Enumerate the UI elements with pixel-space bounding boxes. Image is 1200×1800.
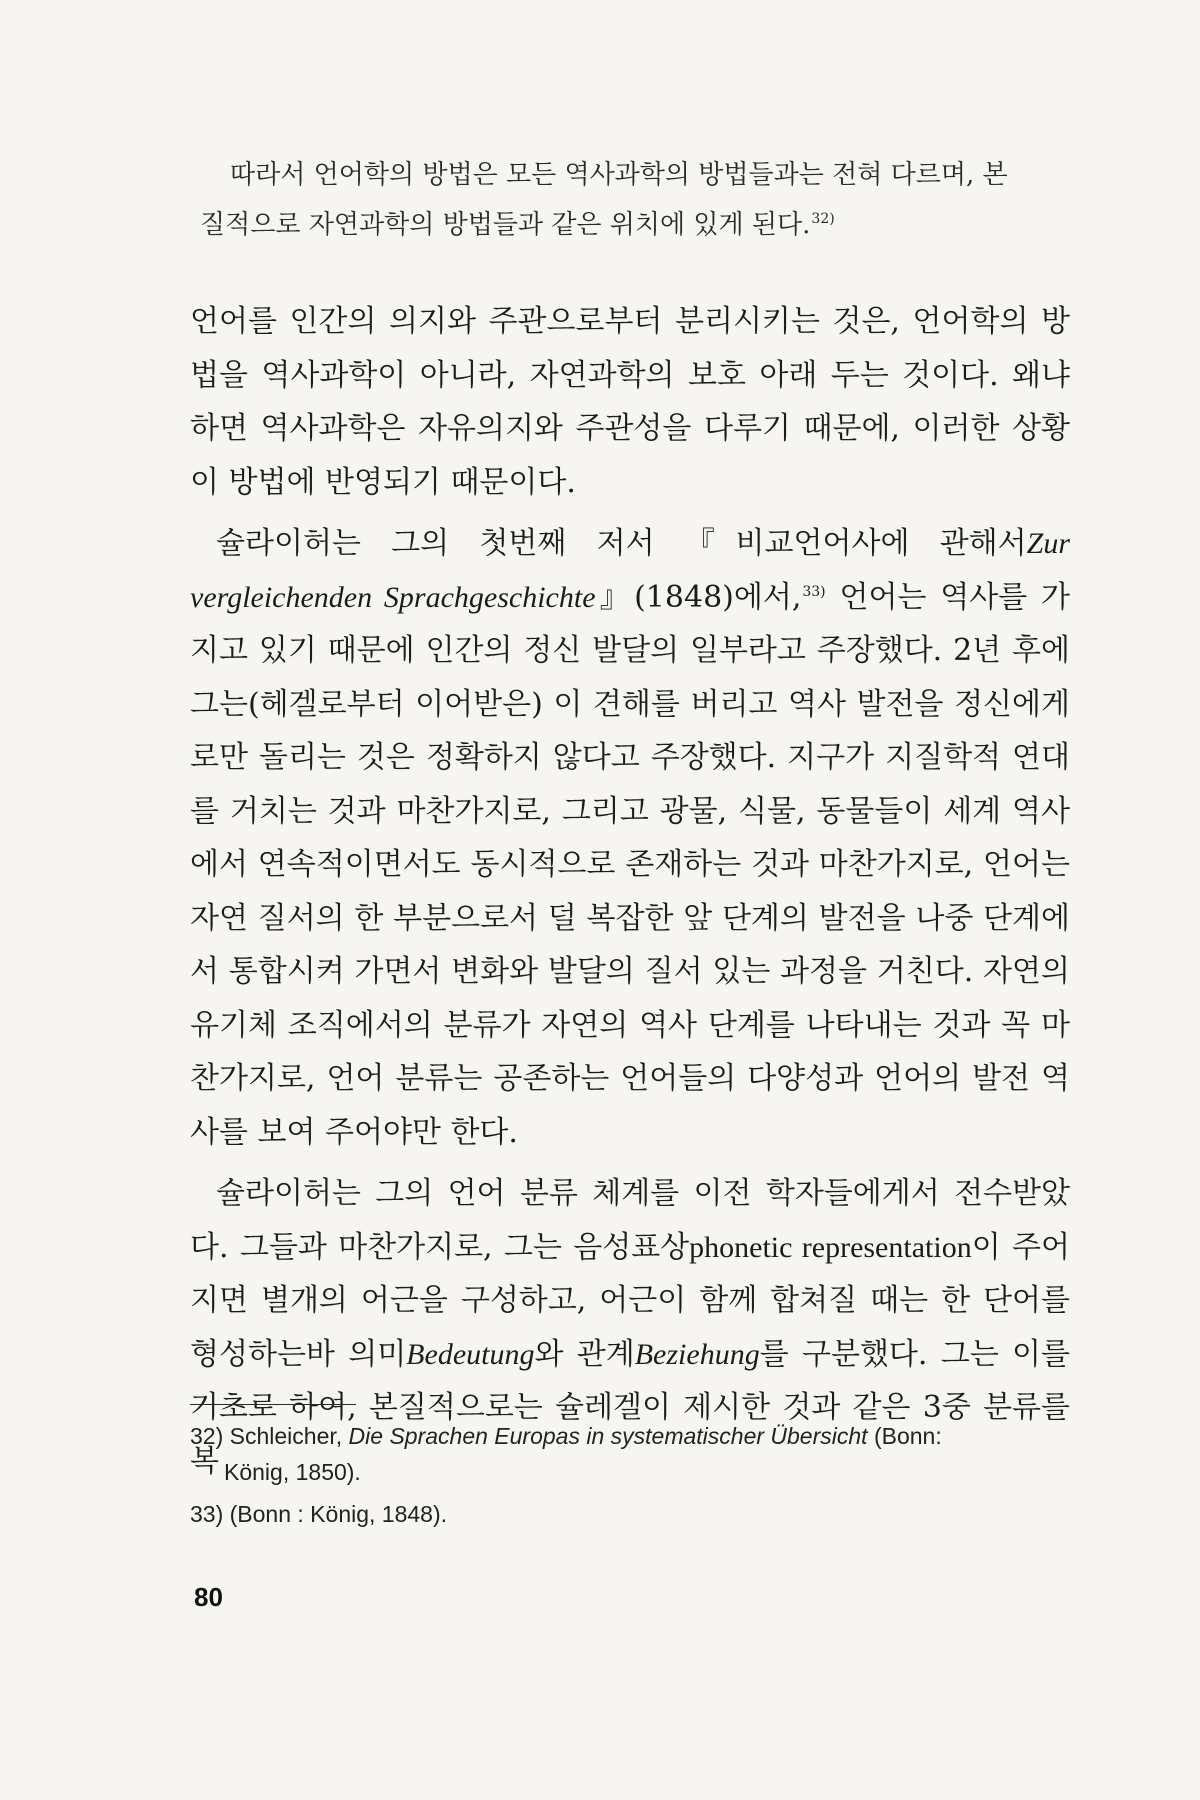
paragraph-2-part-b: 』(1848)에서, xyxy=(595,579,802,615)
footnote-32-author: Schleicher, xyxy=(229,1423,343,1449)
quote-text xyxy=(200,150,1060,250)
quote-line-1: 따라서 언어학의 방법은 모든 역사과학의 방법들과는 전혀 다르며, 본 xyxy=(230,160,1008,190)
term-beziehung: Beziehung xyxy=(634,1337,760,1371)
term-bedeutung: Bedeutung xyxy=(406,1337,535,1371)
footnote-ref-32[interactable]: 32) xyxy=(811,211,835,228)
footnote-divider xyxy=(190,1404,356,1405)
term-phonetic-representation: phonetic representation xyxy=(689,1230,972,1264)
footnote-33-number: 33) xyxy=(190,1501,224,1527)
paragraph-2-part-a: 슐라이허는 그의 첫번째 저서 『비교언어사에 관해서 xyxy=(216,526,1027,561)
paragraph-2-part-c: 언어는 역사를 가지고 있기 때문에 인간의 정신 발달의 일부라고 주장했다. 2년 후에 그는(헤겔로부터 이어받은) 이 견해를 버리고 역사 발전을 정신에게로만 돌리는 것은 정확하지 않다고 주장했다. 지구가 지질학적 연대를 거치는 것과 마찬가지로, 그리고 광물, 식물, 동물들이 세계 역사에서 연속적이면서도 동시적으로 존재하는 것과 마찬가지로, 언어는 자연 질서의 한 부분으로서 덜 복잡한 앞 단계의 발전을 나중 단계에서 통합시켜 가면서 변화와 발달의 질서 있는 과정을 거친다. 자연의 유기체 조직에서의 분류가 자연의 역사 단계를 나타내는 것과 꼭 마찬가지로, 언어 분류는 공존하는 언어들의 다양성과 언어의 발전 역사를 보여 주어야만 한다. xyxy=(190,579,1070,1150)
footnote-32-title: Die Sprachen Europas in systematischer Übersicht xyxy=(348,1423,868,1449)
book-title-latin: Zur vergleichenden Sprachgeschichte xyxy=(190,527,1070,614)
body-text xyxy=(190,295,1070,1496)
footnotes xyxy=(190,1418,1070,1532)
footnote-ref-33[interactable]: 33) xyxy=(802,583,826,600)
paragraph-3-part-c: 와 관계 xyxy=(534,1336,635,1372)
paragraph-3-part-a: 슐라이허는 그의 언어 분류 체계를 이전 학자들에게서 전수받았다. 그들과 마찬가지로, 그는 음성표상 xyxy=(190,1176,1070,1265)
paragraph-1: 언어를 인간의 의지와 주관으로부터 분리시키는 것은, 언어학의 방법을 역사과학이 아니라, 자연과학의 보호 아래 두는 것이다. 왜냐 하면 역사과학은 자유의지와 주관성을 다루기 때문에, 이러한 상황이 방법에 반영되기 때문이다. xyxy=(190,304,1070,500)
quote-line-2: 질적으로 자연과학의 방법들과 같은 위치에 있게 된다. xyxy=(200,210,811,240)
footnote-32-publisher: (Bonn: xyxy=(873,1423,942,1449)
paragraph-3-part-b: 이 주어지면 별개의 어근을 구성하고, 어근이 함께 합쳐질 때는 한 단어를 형성하는바 의미 xyxy=(190,1229,1070,1372)
footnote-32-continued: König, 1850). xyxy=(224,1459,361,1485)
footnote-33-text: (Bonn : König, 1848). xyxy=(229,1501,448,1527)
footnote-32-number: 32) xyxy=(190,1423,224,1449)
paragraph-2 xyxy=(190,517,1070,1159)
block-quote xyxy=(200,150,1060,250)
page-number: 80 xyxy=(194,1582,223,1612)
footnote-33 xyxy=(190,1496,1070,1532)
footnote-32 xyxy=(190,1418,1070,1454)
paragraph-3-part-d: 를 구분했다. 그는 이를 기초로 하여, 본질적으로는 슐레겔이 제시한 것과 같은 3중 분류를 복 xyxy=(190,1336,1070,1479)
